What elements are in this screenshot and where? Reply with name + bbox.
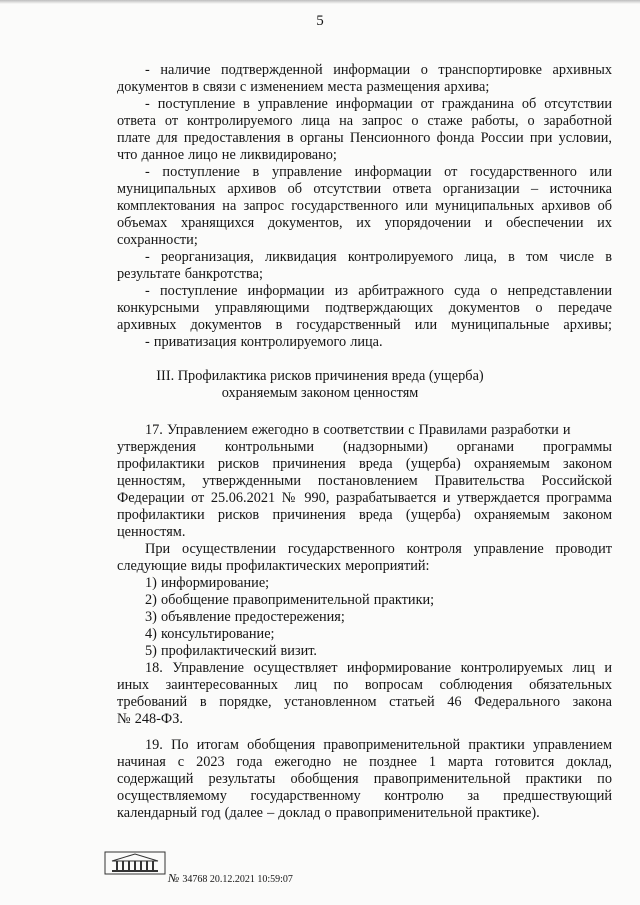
text-line: При осуществлении государственного контроля управление проводит <box>145 541 612 557</box>
text-line: календарный год (далее – доклад о правоприменительной практике). <box>117 805 540 821</box>
scan-edge <box>0 0 640 4</box>
list-item: 3) объявление предостережения; <box>145 609 345 625</box>
building-emblem-icon <box>104 851 166 875</box>
text-line: архивных документов в государственный или муниципальные архивы; <box>117 317 612 333</box>
text-line: № 248-ФЗ. <box>117 711 183 727</box>
text-line: - реорганизация, ликвидация контролируемого лица, в том числе в <box>145 249 612 265</box>
list-item: 4) консультирование; <box>145 626 275 642</box>
list-item: 5) профилактический визит. <box>145 643 317 659</box>
text-line: плате для предоставления в органы Пенсионного фонда России при условии, <box>117 130 612 146</box>
text-line: комплектования на запрос государственного или муниципальных архивов об <box>117 198 612 214</box>
text-line: - поступление в управление информации от гражданина об отсутствии <box>145 96 612 112</box>
text-line: профилактики рисков причинения вреда (ущерба) охраняемым законом <box>117 456 612 472</box>
text-line: что данное лицо не ликвидировано; <box>117 147 337 163</box>
text-line: утверждения контрольными (надзорными) органами программы <box>117 439 612 455</box>
text-line: - поступление в управление информации от государственного или <box>145 164 612 180</box>
text-line: объемах хранящихся документов, их упорядочении и обеспечении их <box>117 215 612 231</box>
text-line: требований в порядке, установленном статьей 46 Федерального закона <box>117 694 612 710</box>
text-line: содержащий результаты обобщения правоприменительной практики по <box>117 771 612 787</box>
registration-stamp <box>168 871 293 886</box>
text-line: 17. Управлением ежегодно в соответствии с Правилами разработки и <box>145 422 571 438</box>
text-line: результате банкротства; <box>117 266 263 282</box>
registration-mark: № <box>168 871 180 885</box>
text-line: 18. Управление осуществляет информирование контролируемых лиц и <box>145 660 612 676</box>
text-line: документов в связи с изменением места размещения архива; <box>117 79 490 95</box>
page-number: 5 <box>316 13 324 29</box>
text-line: - наличие подтвержденной информации о транспортировке архивных <box>145 62 612 78</box>
text-line: осуществляемому государственному контролю за предшествующий <box>117 788 612 804</box>
text-line: ценностям, утвержденными постановлением Правительства Российской <box>117 473 612 489</box>
text-line: следующие виды профилактических мероприятий: <box>117 558 430 574</box>
text-line: сохранности; <box>117 232 198 248</box>
text-line: профилактики рисков причинения вреда (ущерба) охраняемым законом <box>117 507 612 523</box>
text-line: конкурсными управляющими подтверждающих документов о передаче <box>117 300 612 316</box>
text-line: ценностям. <box>117 524 186 540</box>
text-line: муниципальных архивов об отсутствии ответа организации – источника <box>117 181 612 197</box>
registration-number-date: 34768 20.12.2021 10:59:07 <box>182 874 293 885</box>
list-item: 1) информирование; <box>145 575 270 591</box>
section-heading-line-2: охраняемым законом ценностям <box>221 385 419 401</box>
text-line: - приватизация контролируемого лица. <box>145 334 383 350</box>
text-line: - поступление информации из арбитражного суда о непредставлении <box>145 283 612 299</box>
text-line: 19. По итогам обобщения правоприменительной практики управлением <box>145 737 612 753</box>
text-line: Федерации от 25.06.2021 № 990, разрабатывается и утверждается программа <box>117 490 612 506</box>
list-item: 2) обобщение правоприменительной практики; <box>145 592 435 608</box>
text-line: иных заинтересованных лиц по вопросам соблюдения обязательных <box>117 677 612 693</box>
section-heading-line-1: III. Профилактика рисков причинения вреда (ущерба) <box>156 368 484 384</box>
text-line: ответа от контролируемого лица на запрос о стаже работы, о заработной <box>117 113 612 129</box>
text-line: начиная с 2023 года ежегодно не позднее 1 марта готовится доклад, <box>117 754 612 770</box>
